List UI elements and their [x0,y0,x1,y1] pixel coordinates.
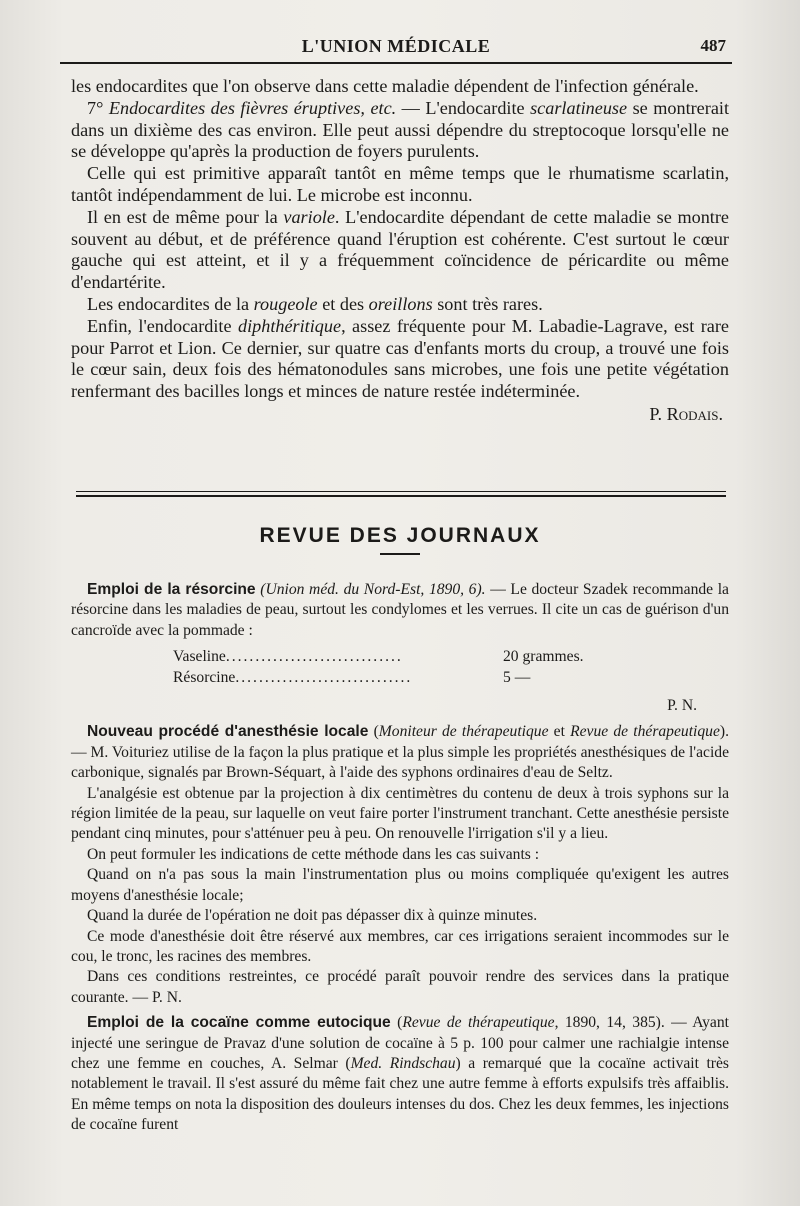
article-title: Emploi de la résorcine [87,581,256,598]
article-resorcine [71,580,729,641]
paragraph [71,865,729,906]
article-text: — M. Voituriez utilise de la façon la plus pratique et la plus simple les propriétés anesthésiques de l'acide carbonique, signalés par Brown-Séquart, à l'aide des syphons ordinaires d'eau de Seltz. [71,743,729,782]
paragraph-text: Enfin, l'endocardite [87,315,238,336]
section-divider [76,491,726,497]
article-source: ). [719,723,729,741]
paragraph [71,294,729,316]
paragraph [71,76,729,98]
source-journal: Revue de thérapeutique [402,1014,555,1032]
term: rougeole [253,293,318,314]
term: oreillons [368,293,433,314]
paragraph-text: L'analgésie est obtenue par la projection à dix centimètres du contenu de deux à trois syphons sur la région limitée de la peau, sur laquelle on veut faire porter l'instrument tranchant. Cette anesthésie persiste pendant cinq minutes, pour s'atténuer peu à peu. On renouvelle l'irrigation s'il y a lieu. [71,784,729,843]
paragraph [71,207,729,294]
paragraph-text: On peut formuler les indications de cette méthode dans les cas suivants : [87,845,540,863]
term: diphthéritique [238,315,342,336]
leader-dots: .............................. [235,668,413,686]
paragraph-text: se montrerait dans un dixième des cas environ. Elle peut aussi dépendre du streptocoque lorsqu'elle ne se développe qu'après la production de foyers purulents. [71,97,729,162]
paragraph-text: Ce mode d'anesthésie doit être réservé aux membres, car ces irrigations seraient incommodes sur le cou, le tronc, les racines des membres. [71,927,729,965]
paragraph [71,98,729,163]
paragraph [71,967,729,1008]
paragraph [71,163,729,207]
ingredient-quantity: 5 — [503,668,531,686]
item-heading: Endocardites des fièvres éruptives, etc. [108,97,397,118]
paragraph-text: Les endocardites de la [87,293,254,314]
article-title: Nouveau procédé d'anesthésie locale [87,723,369,741]
article-anesthesia [71,722,729,783]
journal-review-section [71,580,729,1136]
article-title: Emploi de la cocaïne comme eutocique [87,1014,391,1032]
paragraph [71,906,729,926]
article-signature: P. N. [667,697,697,715]
journal-title: L'UNION MÉDICALE [301,36,491,56]
recipe-table [173,647,623,688]
paragraph-text: Quand on n'a pas sous la main l'instrumentation plus ou moins compliquée qu'exigent les autres moyens d'anesthésie locale; [71,866,729,904]
paragraph-text: sont très rares. [432,293,543,314]
paragraph [71,927,729,968]
paragraph [71,784,729,845]
article-source: ( [390,1014,403,1032]
paragraph-text: Celle qui est primitive apparaît tantôt en même temps que le rhumatisme scarlatin, tantôt indépendamment de lui. Le microbe est inconnu. [71,163,729,205]
article-source: ( [368,723,379,741]
cited-journal: Med. Rindschau [350,1054,456,1072]
paragraph-text: Il en est de même pour la [87,206,284,227]
recipe-row [173,668,623,688]
paragraph-text: . L'endocardite dépendant de cette maladie se montre souvent au début, et de préférence quand l'éruption est cohérente. C'est surtout le cœur gauche qui est atteint, et il y a fréquemment coïncidence de péricardite ou même d'endartérite. [71,206,729,293]
article-text: — Le docteur Szadek recommande la résorcine dans les maladies de peau, surtout les condylomes et les verrues. Il cite un cas de guérison d'un cancroïde avec la pommade : [71,581,729,639]
ingredient-name: Vaseline [173,648,226,666]
article-cocaine [71,1013,729,1135]
paragraph [71,845,729,865]
paragraph-text: Quand la durée de l'opération ne doit pas dépasser dix à quinze minutes. [87,907,538,925]
article-source: (Union méd. du Nord-Est, 1890, 6). [260,581,486,598]
paragraph-text: et des [317,293,369,314]
recipe-row [173,647,623,667]
endocarditis-section [71,76,729,426]
article-source: et [548,723,571,741]
paragraph-text: les endocardites que l'on observe dans cette maladie dépendent de l'infection générale. [71,76,699,96]
author-signature [71,404,723,426]
leader-dots: .............................. [225,648,403,666]
article-text: ) a remarqué que la cocaïne activait très notablement le travail. Il s'est assuré du même fait chez une autre femme à efforts expulsifs très affaiblis. En même temps on nota la disposition des douleurs intenses du dos. Chez les deux femmes, les injections de cocaïne furent [71,1054,729,1134]
article-text: — Ayant injecté une seringue de Pravaz d'une solution de cocaïne à 5 p. 100 pour calmer une rachialgie intense chez une femme en couches, A. Selmar ( [71,1014,729,1072]
term: scarlatineuse [530,97,628,118]
paragraph-text: , assez fréquente pour M. Labadie-Lagrave, est rare pour Parrot et Lion. Ce dernier, sur quatre cas d'enfants morts du croup, a trouvé une fois le cœur sain, deux fois des hématonodules sans microbes, une fois une petite végétation renfermant des bacilles longs et minces de nature restée indéterminée. [71,315,729,402]
section-title: REVUE DES JOURNAUX [259,524,541,547]
item-number: 7° [87,97,109,118]
page-number: 487 [700,36,726,55]
title-underline [380,553,420,555]
paragraph [71,316,729,403]
paragraph-text: Dans ces conditions restreintes, ce procédé paraît pouvoir rendre des services dans la pratique courante. — P. N. [71,968,729,1006]
running-head [60,34,732,64]
ingredient-quantity: 20 grammes. [503,648,584,666]
paragraph-text: — L'endocardite [396,97,531,118]
signature-text: P. Rodais. [649,403,723,424]
ingredient-name: Résorcine [173,668,236,686]
source-journal: Moniteur de thérapeutique [378,723,549,741]
source-journal: Revue de thérapeutique [570,723,720,741]
term: variole [283,206,335,227]
article-source: , 1890, 14, 385). [554,1014,665,1032]
